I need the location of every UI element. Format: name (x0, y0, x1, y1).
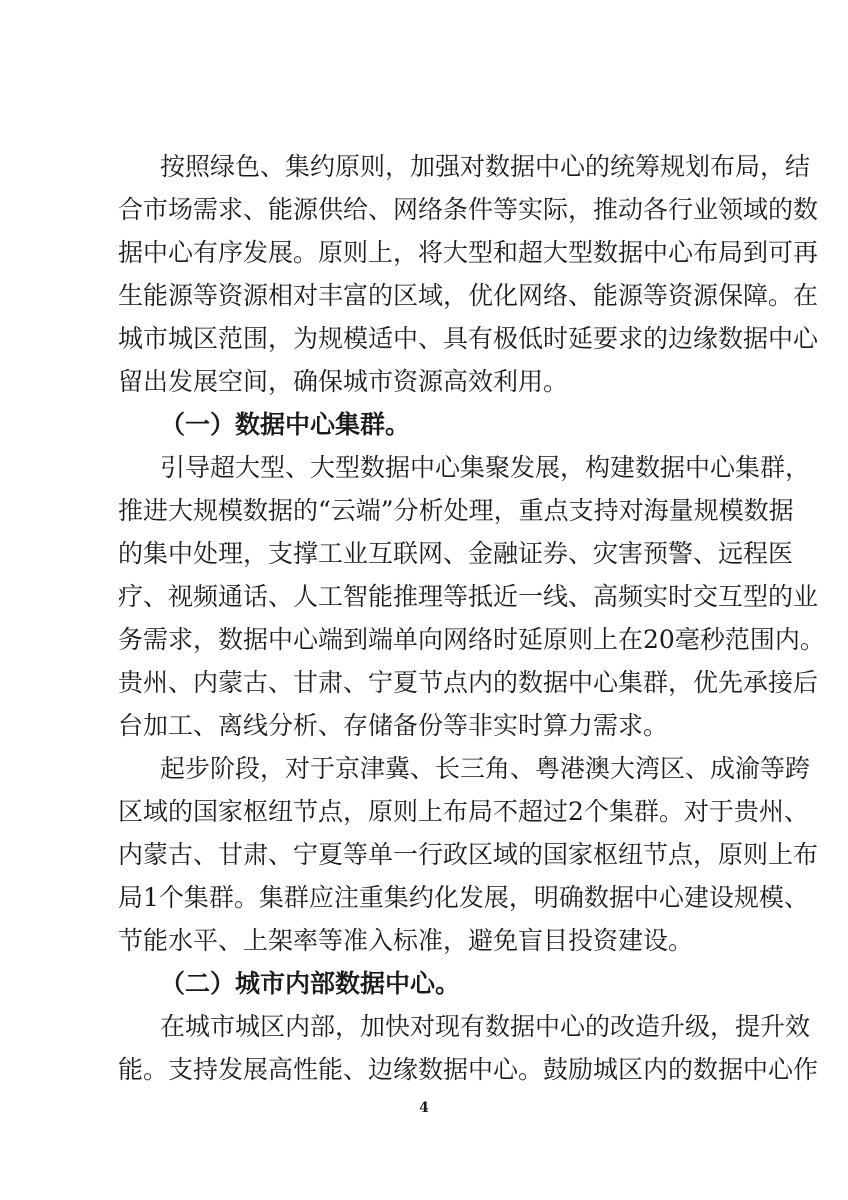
text-line: 起步阶段，对于京津冀、长三角、粤港澳大湾区、成渝等跨 (160, 754, 811, 783)
page-number: 4 (419, 1100, 429, 1116)
text-line: 能。支持发展高性能、边缘数据中心。鼓励城区内的数据中心作 (118, 1055, 819, 1084)
text-line: 区域的国家枢纽节点，原则上布局不超过2个集群。对于贵州、 (118, 797, 809, 826)
text-line: 推进大规模数据的“云端”分析处理，重点支持对海量规模数据 (118, 496, 794, 525)
text-line: 的集中处理，支撑工业互联网、金融证券、灾害预警、远程医 (118, 539, 794, 568)
text-line: 合市场需求、能源供给、网络条件等实际，推动各行业领域的数 (118, 195, 819, 224)
text-line: 务需求，数据中心端到端单向网络时延原则上在20毫秒范围内。 (118, 625, 825, 654)
text-line: 引导超大型、大型数据中心集聚发展，构建数据中心集群， (160, 453, 811, 482)
section-heading: （一）数据中心集群。 (160, 410, 411, 439)
text-line: 据中心有序发展。原则上，将大型和超大型数据中心布局到可再 (118, 238, 819, 267)
text-line: 留出发展空间，确保城市资源高效利用。 (118, 367, 569, 396)
text-line: 生能源等资源相对丰富的区域，优化网络、能源等资源保障。在 (118, 281, 819, 310)
section-heading: （二）城市内部数据中心。 (160, 969, 461, 998)
text-line: 疗、视频通话、人工智能推理等抵近一线、高频实时交互型的业 (118, 582, 819, 611)
text-line: 内蒙古、甘肃、宁夏等单一行政区域的国家枢纽节点，原则上布 (118, 840, 819, 869)
text-line: 在城市城区内部，加快对现有数据中心的改造升级，提升效 (160, 1012, 811, 1041)
text-line: 台加工、离线分析、存储备份等非实时算力需求。 (118, 711, 669, 740)
text-line: 按照绿色、集约原则，加强对数据中心的统筹规划布局，结 (160, 152, 811, 181)
text-line: 贵州、内蒙古、甘肃、宁夏节点内的数据中心集群，优先承接后 (118, 668, 819, 697)
text-line: 局1个集群。集群应注重集约化发展，明确数据中心建设规模、 (118, 883, 809, 912)
text-line: 节能水平、上架率等准入标准，避免盲目投资建设。 (118, 926, 694, 955)
text-line: 城市城区范围，为规模适中、具有极低时延要求的边缘数据中心 (118, 324, 819, 353)
